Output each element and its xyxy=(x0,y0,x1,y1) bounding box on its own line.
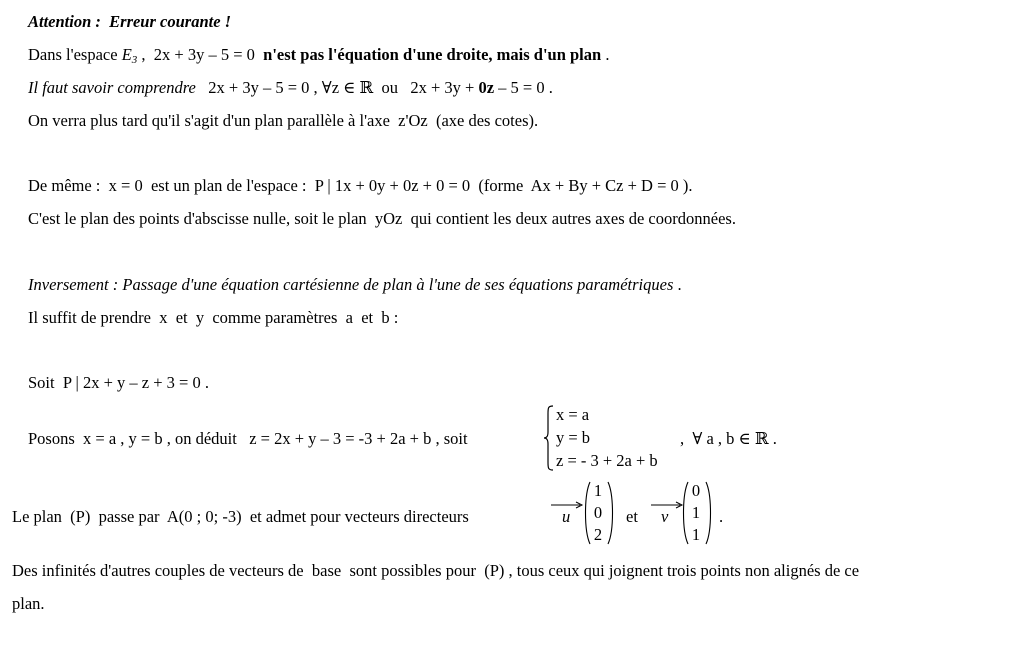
system-eq-x: x = a xyxy=(556,405,590,424)
bold-statement: n'est pas l'équation d'une droite, mais d'un plan xyxy=(263,45,602,64)
italic-lead: Il faut savoir comprendre xyxy=(28,78,196,97)
equation-segment: 2x + 3y – 5 = 0 , ∀z ∈ ℝ ou 2x + 3y + xyxy=(195,78,479,97)
line-plan-parallele: On verra plus tard qu'il s'agit d'un plan parallèle à l'axe z'Oz (axe des cotes). xyxy=(28,111,539,130)
vector-u-y: 0 xyxy=(593,503,603,522)
vector-v-x: 0 xyxy=(691,481,701,500)
vector-u-x: 1 xyxy=(593,481,603,500)
equation-segment: – 5 = 0 . xyxy=(494,78,553,97)
vector-v-z: 1 xyxy=(691,525,701,544)
line-posons: Posons x = a , y = b , on déduit z = 2x + y – 3 = -3 + 2a + b , soit xyxy=(28,429,468,448)
system-eq-z: z = - 3 + 2a + b xyxy=(556,451,658,470)
line-parametres: Il suffit de prendre x et y comme paramètres a et b : xyxy=(28,308,399,327)
right-paren-icon xyxy=(705,481,713,545)
text-segment: . xyxy=(601,45,610,64)
line-abscisse-nulle: C'est le plan des points d'abscisse nulle, soit le plan yOz qui contient les deux autres axes de coordonnées. xyxy=(28,209,736,228)
line-espace-e3 xyxy=(28,45,609,67)
attention-heading: Attention : Erreur courante ! xyxy=(28,12,232,31)
equation-segment: , 2x + 3y – 5 = 0 xyxy=(137,45,264,64)
line-posons-end: , ∀ a , b ∈ ℝ . xyxy=(680,429,777,448)
parametric-system xyxy=(542,404,682,472)
vector-u-z: 2 xyxy=(593,525,603,544)
left-paren-icon xyxy=(681,481,689,545)
et-word: et xyxy=(626,507,638,526)
vector-u-components xyxy=(583,481,619,545)
vector-v-name: v xyxy=(661,507,669,526)
bold-term: 0z xyxy=(478,78,495,97)
vector-u-name: u xyxy=(562,507,571,526)
line-comprendre xyxy=(28,78,553,98)
italic-heading: Inversement : Passage d'une équation cartésienne de plan à l'une de ses équations paramétriques xyxy=(28,275,674,294)
vector-v-components xyxy=(681,481,717,545)
right-paren-icon xyxy=(607,481,615,545)
text-segment: . xyxy=(673,275,682,294)
left-brace-icon xyxy=(542,404,556,472)
line-plan-passe-end: . xyxy=(719,507,724,526)
line-de-meme: De même : x = 0 est un plan de l'espace : P | 1x + 0y + 0z + 0 = 0 (forme Ax + By + Cz + D = 0 ). xyxy=(28,176,693,195)
text-segment: Dans l'espace xyxy=(28,45,122,64)
line-inversement xyxy=(28,275,682,295)
line-infinites: Des infinités d'autres couples de vecteurs de base sont possibles pour (P) , tous ceux qui joignent trois points non alignés de ce xyxy=(12,561,860,580)
line-plan: plan. xyxy=(12,594,45,613)
left-paren-icon xyxy=(583,481,591,545)
space-dimension: 3 xyxy=(131,54,138,66)
space-symbol: E xyxy=(121,45,132,64)
line-soit-p: Soit P | 2x + y – z + 3 = 0 . xyxy=(28,373,209,392)
vector-v-y: 1 xyxy=(691,503,701,522)
line-plan-passe: Le plan (P) passe par A(0 ; 0; -3) et admet pour vecteurs directeurs xyxy=(12,507,469,526)
system-eq-y: y = b xyxy=(556,428,591,447)
